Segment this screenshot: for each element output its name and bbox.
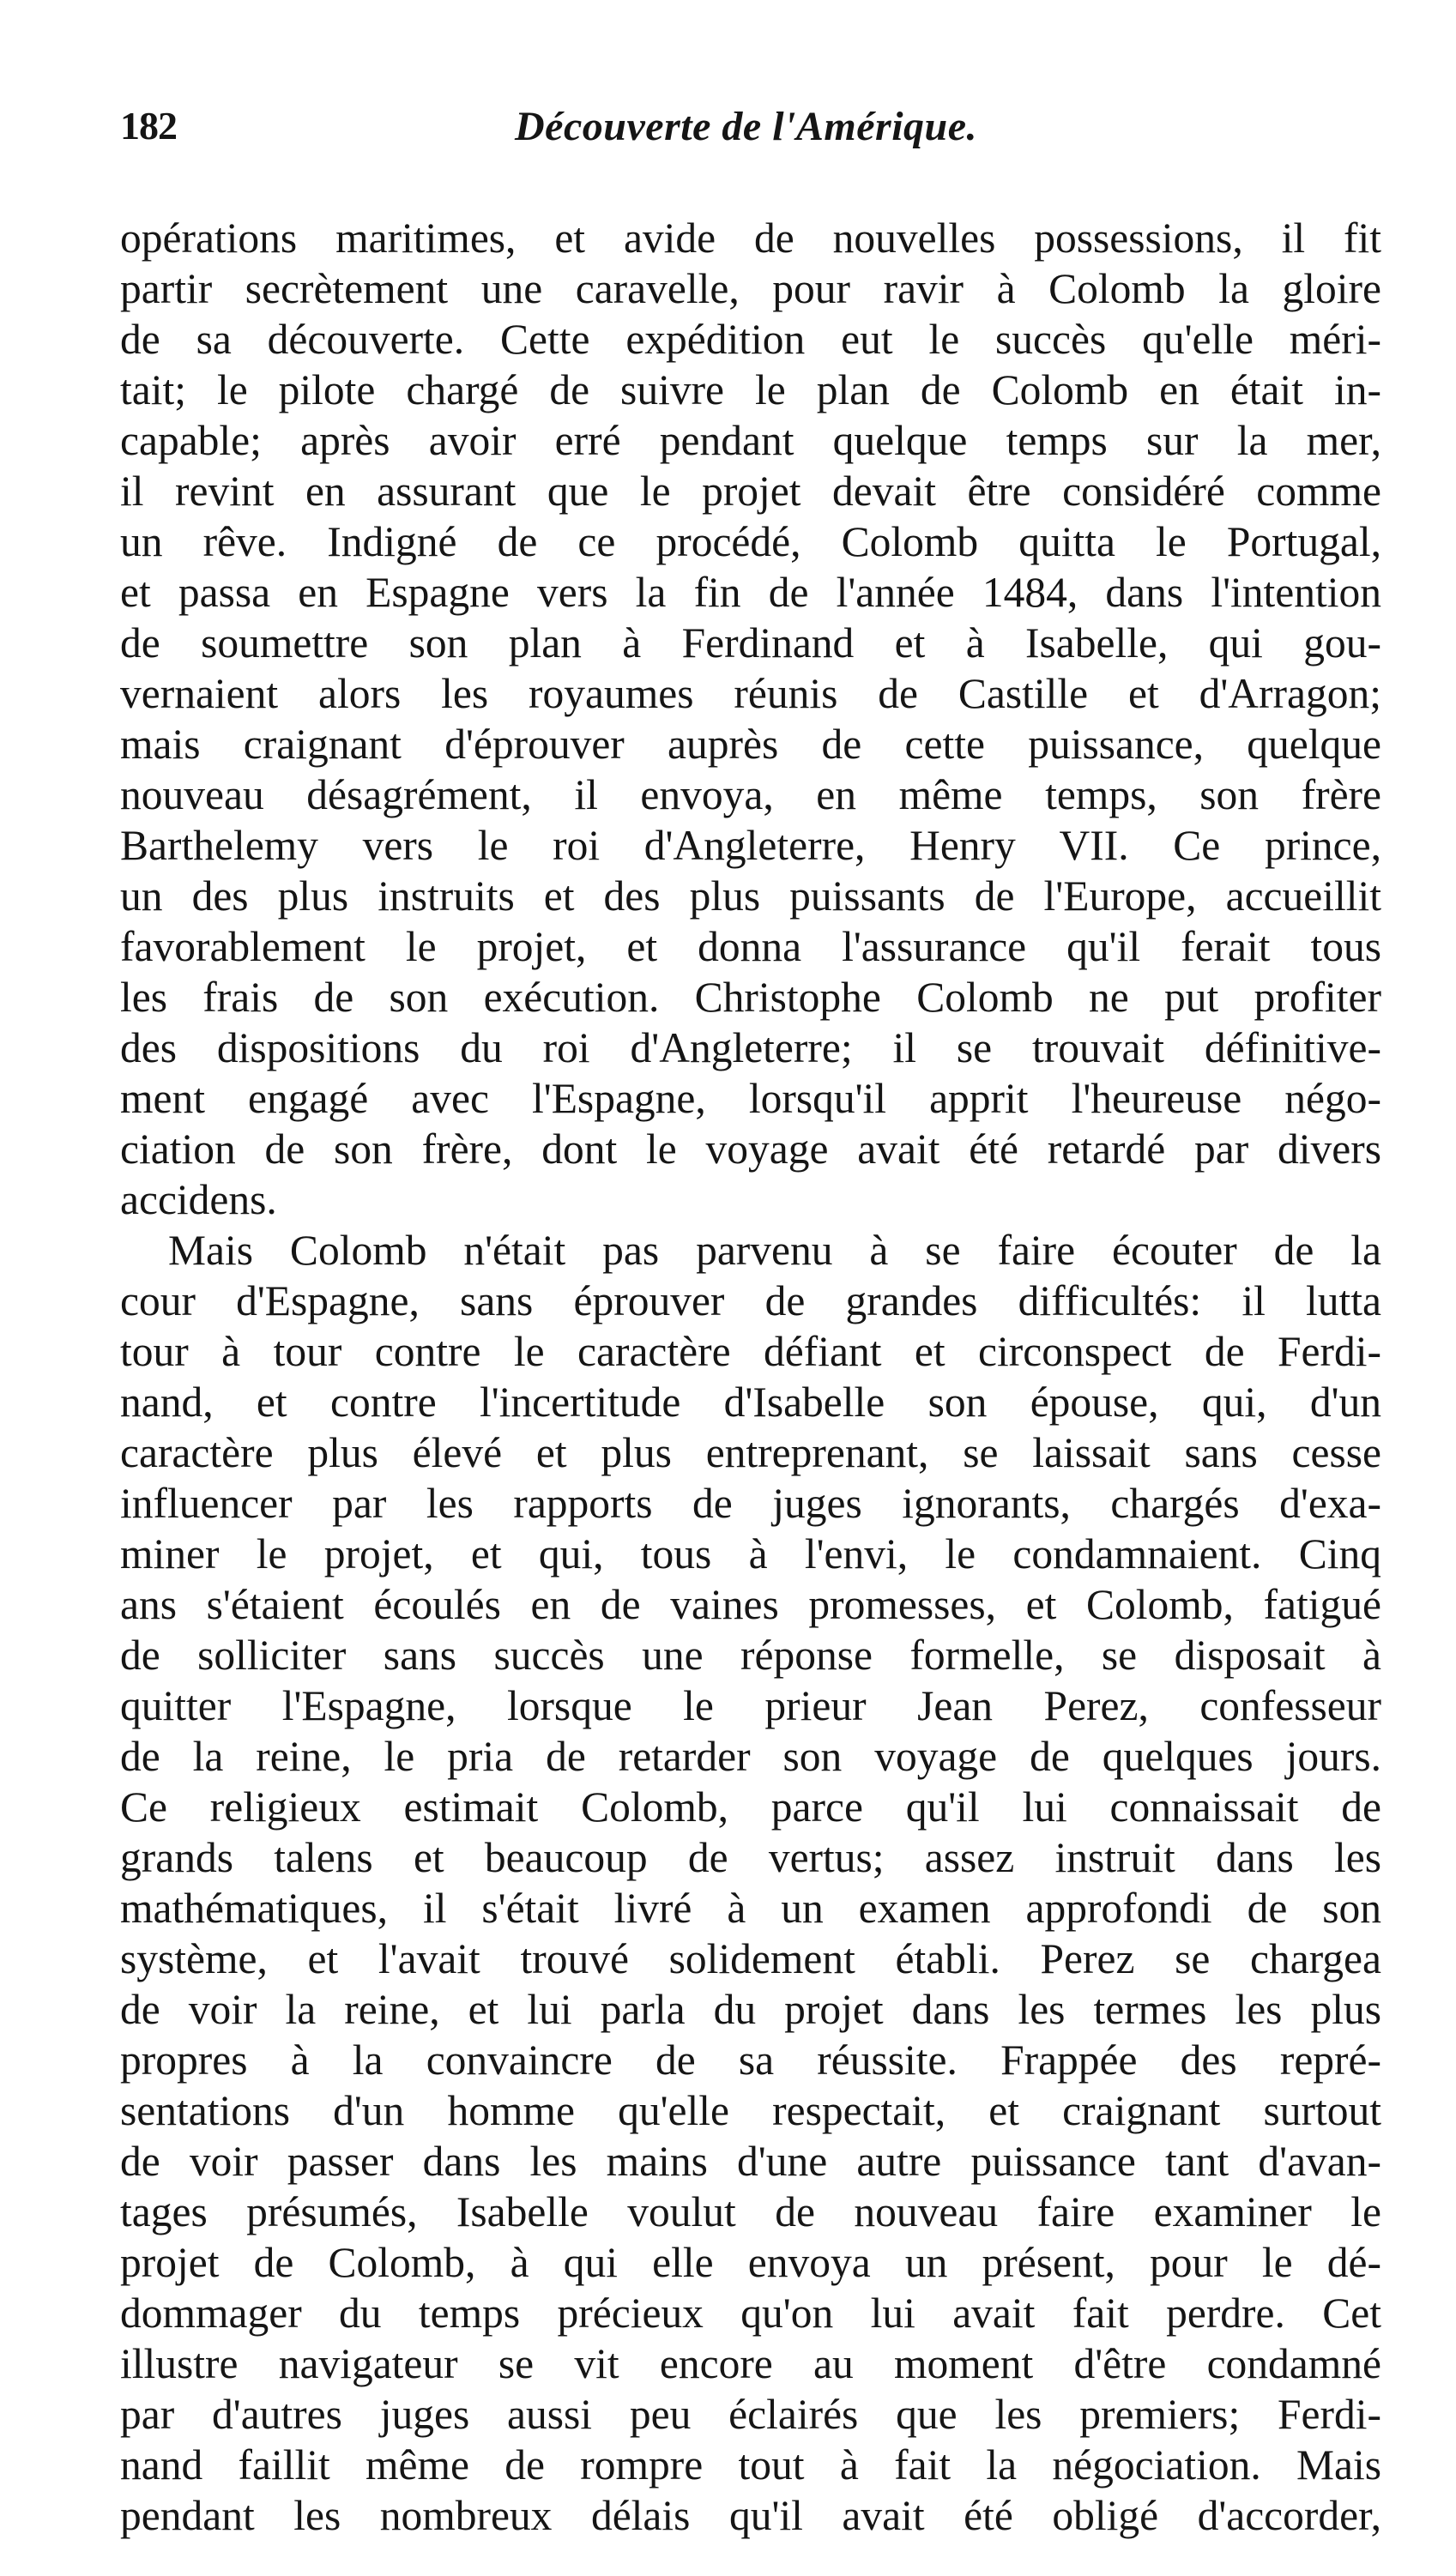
text-line: pendant les nombreux délais qu'il avait été obligé d'accorder, (120, 2492, 1381, 2539)
text-line: de sa découverte. Cette expédition eut le succès qu'elle méri- (120, 316, 1381, 363)
text-line: un des plus instruits et des plus puissants de l'Europe, accueillit (120, 872, 1381, 920)
text-line: illustre navigateur se vit encore au moment d'être condamné (120, 2340, 1381, 2387)
text-line: de voir passer dans les mains d'une autre puissance tant d'avan- (120, 2138, 1381, 2185)
text-line: tait; le pilote chargé de suivre le plan de Colomb en était in- (120, 366, 1381, 413)
text-line: cour d'Espagne, sans éprouver de grandes difficultés: il lutta (120, 1277, 1381, 1324)
text-line: capable; après avoir erré pendant quelque temps sur la mer, (120, 417, 1381, 464)
text-line: favorablement le projet, et donna l'assurance qu'il ferait tous (120, 923, 1381, 970)
text-line: tages présumés, Isabelle voulut de nouveau faire examiner le (120, 2188, 1381, 2235)
text-line: système, et l'avait trouvé solidement établi. Perez se chargea (120, 1935, 1381, 1982)
text-line: les frais de son exécution. Christophe Colomb ne put profiter (120, 974, 1381, 1021)
text-line: mais craignant d'éprouver auprès de cette puissance, quelque (120, 721, 1381, 768)
text-line: accidens. (120, 1176, 277, 1223)
text-line: de solliciter sans succès une réponse formelle, se disposait à (120, 1632, 1381, 1679)
text-line: de la reine, le pria de retarder son voyage de quelques jours. (120, 1733, 1381, 1780)
running-title: Découverte de l'Amérique. (515, 104, 978, 149)
text-line: grands talens et beaucoup de vertus; assez instruit dans les (120, 1834, 1381, 1881)
text-line: projet de Colomb, à qui elle envoya un présent, pour le dé- (120, 2239, 1381, 2286)
text-line: vernaient alors les royaumes réunis de Castille et d'Arragon; (120, 670, 1381, 717)
body-text (120, 213, 1381, 2541)
text-line: nand, et contre l'incertitude d'Isabelle son épouse, qui, d'un (120, 1378, 1381, 1426)
text-line: mathématiques, il s'était livré à un examen approfondi de son (120, 1885, 1381, 1932)
text-line: nand faillit même de rompre tout à fait la négociation. Mais (120, 2441, 1381, 2489)
text-line: des dispositions du roi d'Angleterre; il se trouvait définitive- (120, 1024, 1381, 1071)
page-number: 182 (120, 104, 177, 148)
text-line: sentations d'un homme qu'elle respectait, et craignant surtout (120, 2087, 1381, 2134)
text-line: ciation de son frère, dont le voyage avait été retardé par divers (120, 1125, 1381, 1173)
text-line: partir secrètement une caravelle, pour ravir à Colomb la gloire (120, 265, 1381, 312)
text-line: influencer par les rapports de juges ignorants, chargés d'exa- (120, 1480, 1381, 1527)
text-line: ment engagé avec l'Espagne, lorsqu'il apprit l'heureuse négo- (120, 1075, 1381, 1122)
text-line: il revint en assurant que le projet devait être considéré comme (120, 468, 1381, 515)
text-line: un rêve. Indigné de ce procédé, Colomb quitta le Portugal, (120, 518, 1381, 565)
text-line: nouveau désagrément, il envoya, en même temps, son frère (120, 771, 1381, 818)
text-line: par d'autres juges aussi peu éclairés que les premiers; Ferdi- (120, 2391, 1381, 2438)
text-line: ans s'étaient écoulés en de vaines promesses, et Colomb, fatigué (120, 1581, 1381, 1628)
text-line: Ce religieux estimait Colomb, parce qu'il lui connaissait de (120, 1783, 1381, 1831)
text-line: de soumettre son plan à Ferdinand et à Isabelle, qui gou- (120, 619, 1381, 667)
text-line: opérations maritimes, et avide de nouvelles possessions, il fit (120, 214, 1381, 262)
text-line: Mais Colomb n'était pas parvenu à se faire écouter de la (168, 1227, 1381, 1274)
text-line: tour à tour contre le caractère défiant et circonspect de Ferdi- (120, 1328, 1381, 1375)
text-line: quitter l'Espagne, lorsque le prieur Jean Perez, confesseur (120, 1682, 1381, 1729)
text-line: Barthelemy vers le roi d'Angleterre, Henry VII. Ce prince, (120, 822, 1381, 869)
running-head (120, 103, 1390, 172)
text-line: de voir la reine, et lui parla du projet dans les termes les plus (120, 1986, 1381, 2033)
text-line: caractère plus élevé et plus entreprenant, se laissait sans cesse (120, 1429, 1381, 1476)
text-line: dommager du temps précieux qu'on lui avait fait perdre. Cet (120, 2289, 1381, 2337)
text-line: propres à la convaincre de sa réussite. Frappée des repré- (120, 2036, 1381, 2084)
text-line: et passa en Espagne vers la fin de l'année 1484, dans l'intention (120, 569, 1381, 616)
text-line: miner le projet, et qui, tous à l'envi, le condamnaient. Cinq (120, 1530, 1381, 1578)
